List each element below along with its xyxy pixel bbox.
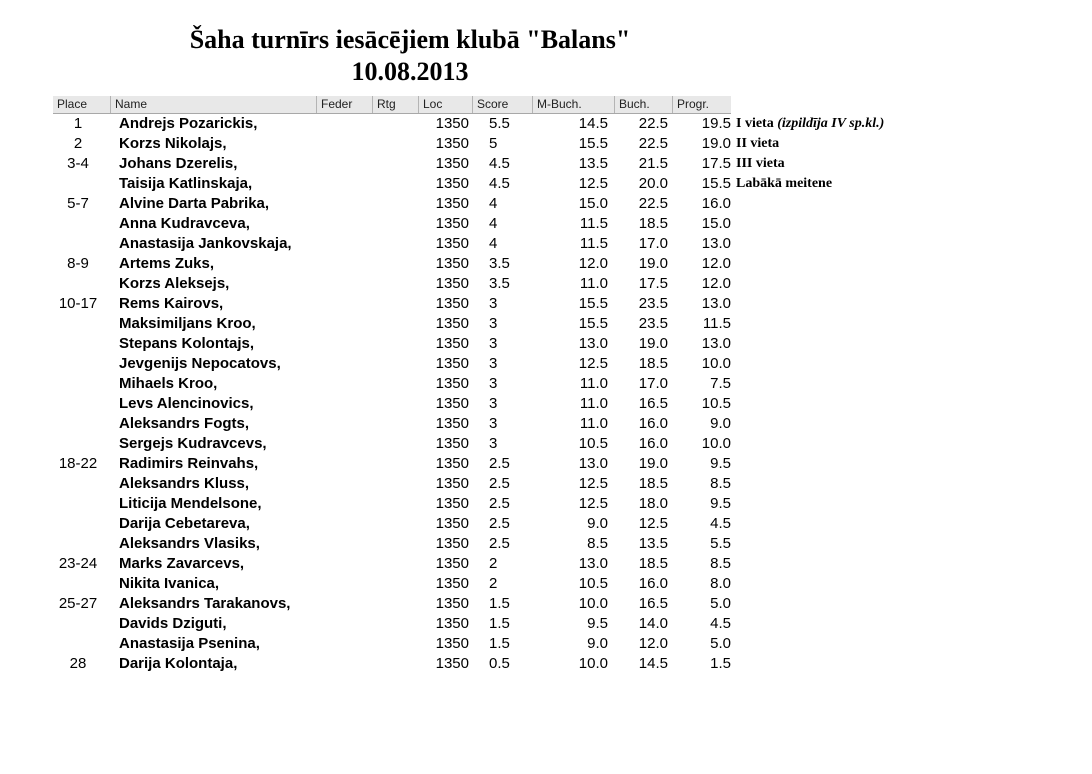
progr-cell: 15.0 <box>701 215 731 232</box>
table-row <box>53 194 953 214</box>
table-row <box>53 274 953 294</box>
progr-cell: 10.5 <box>701 395 731 412</box>
table-row <box>53 114 953 134</box>
buch-cell: 16.0 <box>638 435 668 452</box>
score-cell: 5.5 <box>489 115 510 132</box>
mbuch-cell: 15.0 <box>578 195 608 212</box>
loc-cell: 1350 <box>435 215 469 232</box>
mbuch-cell: 15.5 <box>578 135 608 152</box>
player-name: Anna Kudravceva, <box>119 215 250 232</box>
column-header-feder[interactable]: Feder <box>317 96 373 113</box>
loc-cell: 1350 <box>435 435 469 452</box>
table-row <box>53 294 953 314</box>
table-row <box>53 354 953 374</box>
mbuch-cell: 11.0 <box>579 275 608 292</box>
table-row <box>53 554 953 574</box>
loc-cell: 1350 <box>435 515 469 532</box>
player-name: Radimirs Reinvahs, <box>119 455 259 472</box>
buch-cell: 16.0 <box>638 575 668 592</box>
score-cell: 3.5 <box>489 275 510 292</box>
mbuch-cell: 15.5 <box>578 315 608 332</box>
player-name: Aleksandrs Vlasiks, <box>119 535 260 552</box>
loc-cell: 1350 <box>435 115 469 132</box>
buch-cell: 14.0 <box>638 615 668 632</box>
table-row <box>53 434 953 454</box>
table-row <box>53 654 953 674</box>
table-row <box>53 374 953 394</box>
mbuch-cell: 15.5 <box>578 295 608 312</box>
loc-cell: 1350 <box>435 175 469 192</box>
mbuch-cell: 14.5 <box>578 115 608 132</box>
player-name: Aleksandrs Fogts, <box>119 415 250 432</box>
buch-cell: 22.5 <box>638 195 668 212</box>
table-row <box>53 534 953 554</box>
loc-cell: 1350 <box>435 235 469 252</box>
player-name: Darija Cebetareva, <box>119 515 250 532</box>
place-note <box>736 154 785 174</box>
mbuch-cell: 10.0 <box>578 655 608 672</box>
progr-cell: 9.0 <box>710 415 731 432</box>
progr-cell: 10.0 <box>701 435 731 452</box>
page-title: Šaha turnīrs iesācējiem klubā "Balans" <box>189 25 631 54</box>
table-row <box>53 614 953 634</box>
progr-cell: 8.5 <box>710 555 731 572</box>
column-header-progr[interactable]: Progr. <box>677 97 710 111</box>
mbuch-cell: 12.5 <box>578 495 608 512</box>
progr-cell: 5.0 <box>710 635 731 652</box>
place-note-text: II vieta <box>736 136 780 151</box>
score-cell: 2 <box>489 575 498 592</box>
buch-cell: 17.5 <box>638 275 668 292</box>
loc-cell: 1350 <box>435 295 469 312</box>
progr-cell: 5.5 <box>710 535 731 552</box>
score-cell: 3 <box>489 395 498 412</box>
column-header-name[interactable]: Name <box>111 96 317 113</box>
buch-cell: 19.0 <box>638 255 668 272</box>
loc-cell: 1350 <box>435 575 469 592</box>
place-cell: 25-27 <box>58 595 98 612</box>
table-row <box>53 414 953 434</box>
score-cell: 3 <box>489 335 498 352</box>
loc-cell: 1350 <box>435 195 469 212</box>
mbuch-cell: 12.5 <box>578 355 608 372</box>
place-note-detail: (izpildīja IV sp.kl.) <box>777 116 885 131</box>
score-cell: 2.5 <box>489 495 510 512</box>
place-note-text: I vieta <box>736 116 774 131</box>
mbuch-cell: 10.5 <box>578 435 608 452</box>
player-name: Liticija Mendelsone, <box>119 495 262 512</box>
loc-cell: 1350 <box>435 555 469 572</box>
progr-cell: 19.0 <box>701 135 731 152</box>
progr-cell: 13.0 <box>701 335 731 352</box>
table-row <box>53 474 953 494</box>
score-cell: 1.5 <box>489 595 510 612</box>
loc-cell: 1350 <box>435 635 469 652</box>
loc-cell: 1350 <box>435 155 469 172</box>
buch-cell: 16.0 <box>638 415 668 432</box>
mbuch-cell: 10.5 <box>578 575 608 592</box>
mbuch-cell: 9.0 <box>587 515 608 532</box>
place-note <box>736 114 884 134</box>
buch-cell: 12.0 <box>638 635 668 652</box>
loc-cell: 1350 <box>435 375 469 392</box>
buch-cell: 18.0 <box>638 495 668 512</box>
buch-cell: 18.5 <box>638 475 668 492</box>
buch-cell: 18.5 <box>638 215 668 232</box>
progr-cell: 11.5 <box>702 315 731 332</box>
player-name: Korzs Aleksejs, <box>119 275 230 292</box>
table-row <box>53 634 953 654</box>
player-name: Aleksandrs Kluss, <box>119 475 250 492</box>
loc-cell: 1350 <box>435 395 469 412</box>
player-name: Andrejs Pozarickis, <box>119 115 258 132</box>
loc-cell: 1350 <box>435 335 469 352</box>
table-row <box>53 334 953 354</box>
player-name: Sergejs Kudravcevs, <box>119 435 267 452</box>
buch-cell: 19.0 <box>638 335 668 352</box>
mbuch-cell: 9.5 <box>587 615 608 632</box>
score-cell: 4 <box>489 235 498 252</box>
score-cell: 4.5 <box>489 155 510 172</box>
table-row <box>53 594 953 614</box>
player-name: Darija Kolontaja, <box>119 655 238 672</box>
progr-cell: 9.5 <box>710 455 731 472</box>
score-cell: 3 <box>489 355 498 372</box>
column-header-place[interactable]: Place <box>53 96 111 113</box>
loc-cell: 1350 <box>435 615 469 632</box>
loc-cell: 1350 <box>435 475 469 492</box>
score-cell: 4 <box>489 195 498 212</box>
buch-cell: 23.5 <box>638 295 668 312</box>
player-name: Mihaels Kroo, <box>119 375 218 392</box>
player-name: Korzs Nikolajs, <box>119 135 227 152</box>
loc-cell: 1350 <box>435 455 469 472</box>
place-cell: 3-4 <box>67 155 89 172</box>
player-name: Artems Zuks, <box>119 255 215 272</box>
progr-cell: 13.0 <box>701 235 731 252</box>
score-cell: 3 <box>489 375 498 392</box>
mbuch-cell: 11.0 <box>579 415 608 432</box>
buch-cell: 16.5 <box>638 395 668 412</box>
progr-cell: 13.0 <box>701 295 731 312</box>
loc-cell: 1350 <box>435 275 469 292</box>
buch-cell: 18.5 <box>638 555 668 572</box>
score-cell: 3 <box>489 415 498 432</box>
score-cell: 2.5 <box>489 515 510 532</box>
score-cell: 4 <box>489 215 498 232</box>
buch-cell: 22.5 <box>638 115 668 132</box>
loc-cell: 1350 <box>435 355 469 372</box>
loc-cell: 1350 <box>435 255 469 272</box>
progr-cell: 9.5 <box>710 495 731 512</box>
score-cell: 3 <box>489 435 498 452</box>
tournament-date: 10.08.2013 <box>351 57 469 86</box>
place-cell: 10-17 <box>58 295 98 312</box>
column-header-loc[interactable]: Loc <box>419 96 473 113</box>
progr-cell: 7.5 <box>710 375 731 392</box>
mbuch-cell: 13.0 <box>578 335 608 352</box>
place-cell: 28 <box>69 655 87 672</box>
place-cell: 23-24 <box>58 555 98 572</box>
buch-cell: 14.5 <box>638 655 668 672</box>
table-row <box>53 494 953 514</box>
player-name: Levs Alencinovics, <box>119 395 254 412</box>
score-cell: 1.5 <box>489 615 510 632</box>
loc-cell: 1350 <box>435 315 469 332</box>
buch-cell: 18.5 <box>638 355 668 372</box>
buch-cell: 23.5 <box>638 315 668 332</box>
place-cell: 5-7 <box>67 195 89 212</box>
score-cell: 4.5 <box>489 175 510 192</box>
score-cell: 2.5 <box>489 455 510 472</box>
progr-cell: 5.0 <box>710 595 731 612</box>
progr-cell: 4.5 <box>710 515 731 532</box>
player-name: Johans Dzerelis, <box>119 155 238 172</box>
progr-cell: 10.0 <box>701 355 731 372</box>
table-row <box>53 574 953 594</box>
progr-cell: 1.5 <box>710 655 731 672</box>
buch-cell: 20.0 <box>638 175 668 192</box>
progr-cell: 12.0 <box>701 255 731 272</box>
mbuch-cell: 9.0 <box>587 635 608 652</box>
loc-cell: 1350 <box>435 595 469 612</box>
player-name: Anastasija Jankovskaja, <box>119 235 292 252</box>
player-name: Taisija Katlinskaja, <box>119 175 253 192</box>
progr-cell: 8.0 <box>710 575 731 592</box>
loc-cell: 1350 <box>435 655 469 672</box>
column-header-score[interactable]: Score <box>473 96 533 113</box>
score-cell: 5 <box>489 135 498 152</box>
mbuch-cell: 13.0 <box>578 555 608 572</box>
progr-cell: 12.0 <box>701 275 731 292</box>
mbuch-cell: 10.0 <box>578 595 608 612</box>
progr-cell: 16.0 <box>701 195 731 212</box>
mbuch-cell: 12.5 <box>578 475 608 492</box>
buch-cell: 12.5 <box>638 515 668 532</box>
buch-cell: 22.5 <box>638 135 668 152</box>
place-note-text: Labākā meitene <box>736 176 833 191</box>
player-name: Alvine Darta Pabrika, <box>119 195 270 212</box>
table-row <box>53 174 953 194</box>
place-note <box>736 134 779 154</box>
place-note <box>736 174 832 194</box>
mbuch-cell: 13.5 <box>578 155 608 172</box>
loc-cell: 1350 <box>435 415 469 432</box>
buch-cell: 13.5 <box>638 535 668 552</box>
mbuch-cell: 13.0 <box>578 455 608 472</box>
progr-cell: 17.5 <box>701 155 731 172</box>
table-row <box>53 154 953 174</box>
mbuch-cell: 11.0 <box>579 375 608 392</box>
score-cell: 1.5 <box>489 635 510 652</box>
table-row <box>53 314 953 334</box>
loc-cell: 1350 <box>435 495 469 512</box>
buch-cell: 19.0 <box>638 455 668 472</box>
column-header-buch[interactable]: Buch. <box>615 96 673 113</box>
player-name: Nikita Ivanica, <box>119 575 220 592</box>
player-name: Stepans Kolontajs, <box>119 335 255 352</box>
score-cell: 0.5 <box>489 655 510 672</box>
score-cell: 2.5 <box>489 475 510 492</box>
place-cell: 1 <box>73 115 83 132</box>
table-row <box>53 454 953 474</box>
place-cell: 2 <box>73 135 83 152</box>
score-cell: 3 <box>489 295 498 312</box>
player-name: Marks Zavarcevs, <box>119 555 245 572</box>
score-cell: 2 <box>489 555 498 572</box>
loc-cell: 1350 <box>435 535 469 552</box>
place-cell: 8-9 <box>67 255 89 272</box>
buch-cell: 17.0 <box>638 375 668 392</box>
player-name: Davids Dziguti, <box>119 615 227 632</box>
score-cell: 2.5 <box>489 535 510 552</box>
progr-cell: 15.5 <box>701 175 731 192</box>
mbuch-cell: 12.5 <box>578 175 608 192</box>
player-name: Maksimiljans Kroo, <box>119 315 256 332</box>
progr-cell: 19.5 <box>701 115 731 132</box>
progr-cell: 4.5 <box>710 615 731 632</box>
loc-cell: 1350 <box>435 135 469 152</box>
player-name: Aleksandrs Tarakanovs, <box>119 595 291 612</box>
table-header <box>53 96 731 114</box>
score-cell: 3.5 <box>489 255 510 272</box>
table-row <box>53 134 953 154</box>
mbuch-cell: 8.5 <box>587 535 608 552</box>
progr-cell: 8.5 <box>710 475 731 492</box>
table-row <box>53 254 953 274</box>
column-header-mbuch[interactable]: M-Buch. <box>533 96 615 113</box>
mbuch-cell: 11.0 <box>579 395 608 412</box>
player-name: Anastasija Psenina, <box>119 635 260 652</box>
score-cell: 3 <box>489 315 498 332</box>
column-header-rtg[interactable]: Rtg <box>373 96 419 113</box>
player-name: Jevgenijs Nepocatovs, <box>119 355 281 372</box>
mbuch-cell: 12.0 <box>578 255 608 272</box>
place-note-text: III vieta <box>736 156 785 171</box>
table-row <box>53 214 953 234</box>
place-cell: 18-22 <box>58 455 98 472</box>
table-row <box>53 234 953 254</box>
mbuch-cell: 11.5 <box>579 215 608 232</box>
mbuch-cell: 11.5 <box>579 235 608 252</box>
table-row <box>53 514 953 534</box>
player-name: Rems Kairovs, <box>119 295 224 312</box>
table-row <box>53 394 953 414</box>
buch-cell: 21.5 <box>638 155 668 172</box>
buch-cell: 17.0 <box>638 235 668 252</box>
buch-cell: 16.5 <box>638 595 668 612</box>
